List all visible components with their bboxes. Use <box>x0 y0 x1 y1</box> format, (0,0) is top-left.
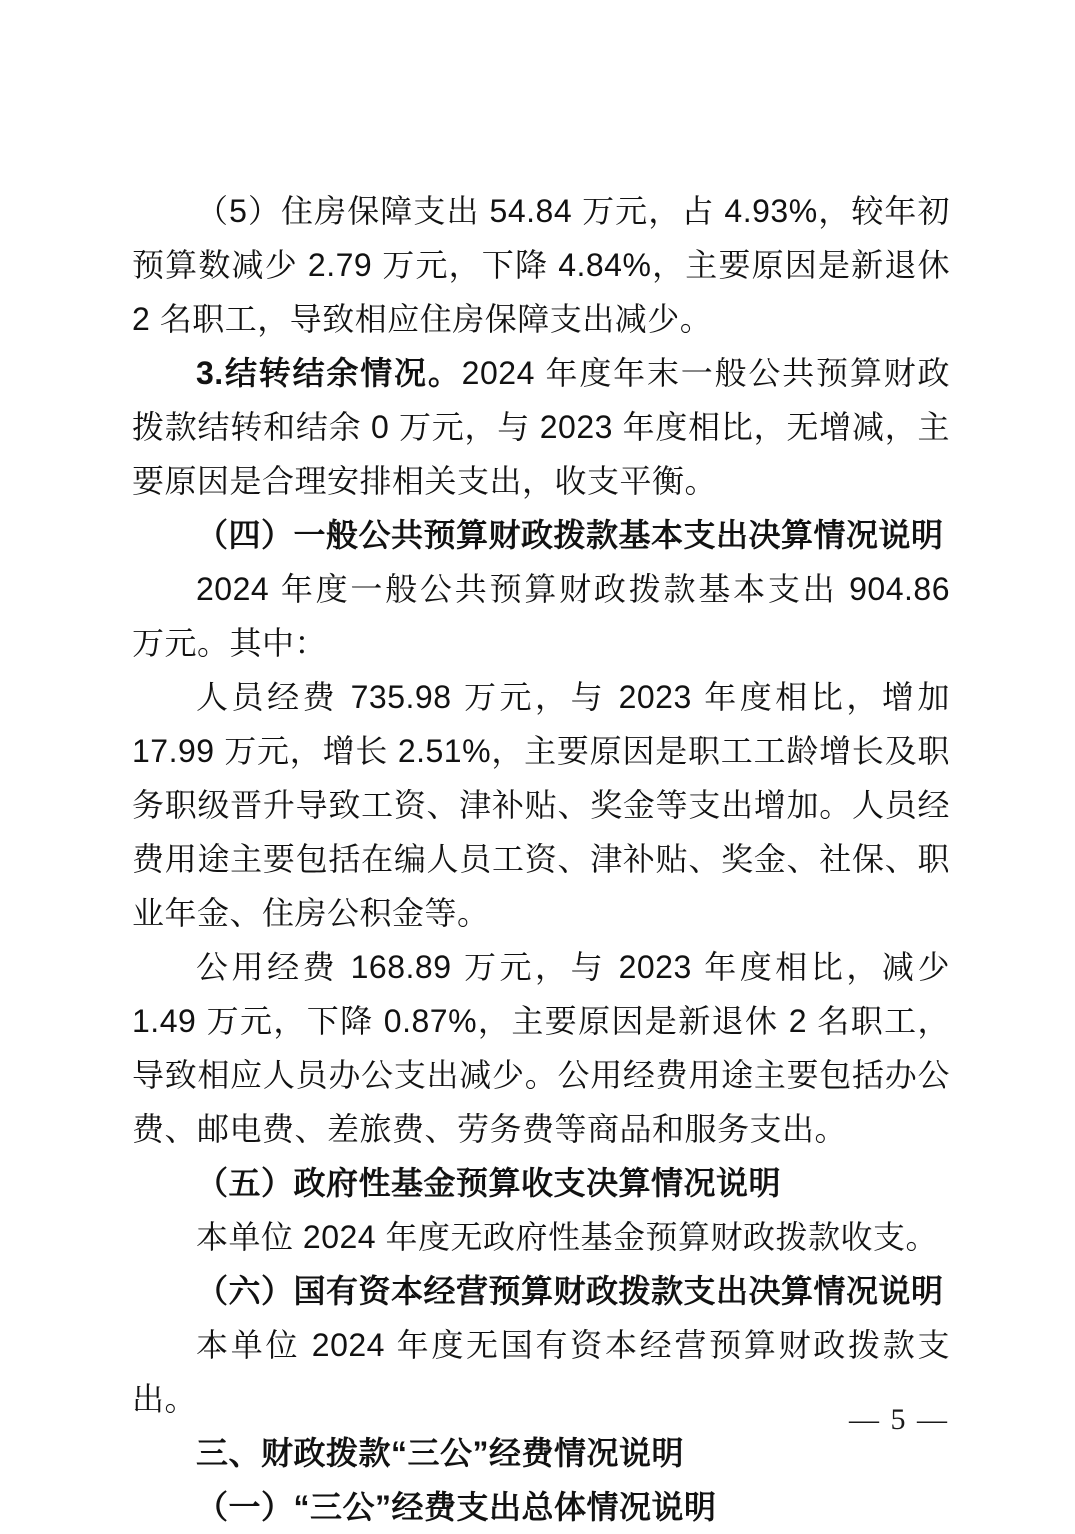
carryover-bold-lead: 3.结转结余情况。 <box>196 355 462 391</box>
page-footer <box>849 1398 949 1442</box>
heading-section-1-three-public-overview: （一）“三公”经费支出总体情况说明 <box>196 1489 717 1525</box>
heading-section-6-state-capital-budget: （六）国有资本经营预算财政拨款支出决算情况说明 <box>196 1273 944 1309</box>
paragraph-public-funds: 公用经费 168.89 万元，与 2023 年度相比，减少 1.49 万元，下降 0.87%，主要原因是新退休 2 名职工，导致相应人员办公支出减少。公用经费用途主要包括办公费、邮电费、差旅费、劳务费等商品和服务支出。 <box>132 949 950 1147</box>
paragraph-carryover-balance <box>132 346 950 508</box>
paragraph-personnel-funds: 人员经费 735.98 万元，与 2023 年度相比，增加 17.99 万元，增长 2.51%，主要原因是职工工龄增长及职务职级晋升导致工资、津补贴、奖金等支出增加。人员经费用途主要包括在编人员工资、津补贴、奖金、社保、职业年金、住房公积金等。 <box>132 679 950 931</box>
heading-section-5-gov-fund-budget: （五）政府性基金预算收支决算情况说明 <box>196 1165 782 1201</box>
paragraph-housing-expense: （5）住房保障支出 54.84 万元，占 4.93%，较年初预算数减少 2.79 万元，下降 4.84%，主要原因是新退休 2 名职工，导致相应住房保障支出减少。 <box>132 193 950 337</box>
heading-section-4-basic-expenditure: （四）一般公共预算财政拨款基本支出决算情况说明 <box>196 517 944 553</box>
paragraph-no-state-capital-expenditure: 本单位 2024 年度无国有资本经营预算财政拨款支出。 <box>132 1327 950 1417</box>
carryover-text: 2024 年度年末一般公共预算财政拨款结转和结余 0 万元，与 2023 年度相比，无增减，主要原因是合理安排相关支出，收支平衡。 <box>132 355 950 499</box>
paragraph-basic-expenditure-total: 2024 年度一般公共预算财政拨款基本支出 904.86 万元。其中： <box>132 571 950 661</box>
heading-part-3-three-public-funds: 三、财政拨款“三公”经费情况说明 <box>196 1435 685 1471</box>
document-body <box>132 184 950 1534</box>
paragraph-no-gov-fund-budget: 本单位 2024 年度无政府性基金预算财政拨款收支。 <box>196 1219 938 1255</box>
page-number: — 5 — <box>849 1403 949 1436</box>
